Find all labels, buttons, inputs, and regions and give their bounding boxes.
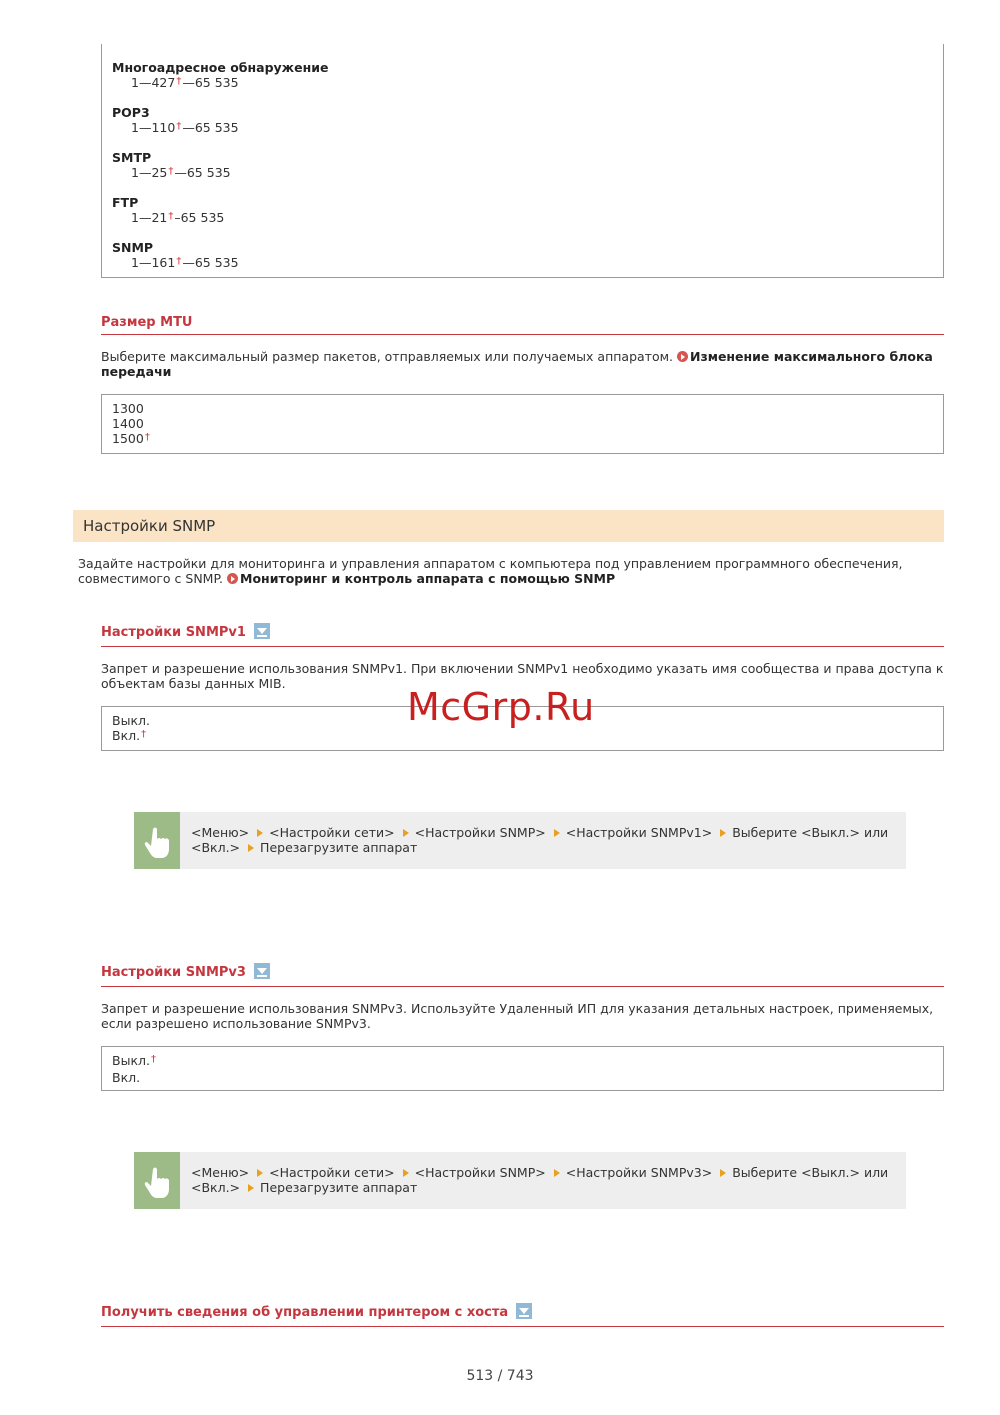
snmpv3-option-off: Выкл.† <box>112 1053 156 1068</box>
port-range-end: —65 535 <box>182 120 239 135</box>
snmp-description <box>78 556 944 586</box>
link-arrow-icon <box>677 351 688 362</box>
snmpv3-operation-box <box>134 1152 906 1209</box>
step-arrow-icon <box>248 844 254 852</box>
snmpv1-operation-box <box>134 812 906 869</box>
hand-pointer-icon <box>134 812 180 869</box>
port-name: POP3 <box>112 105 150 120</box>
snmpv3-description: Запрет и разрешение использования SNMPv3. Используйте Удаленный ИП для указания детальных настроек, применяемых, если разрешено использование SNMPv3. <box>101 1001 934 1031</box>
snmpv3-option-on: Вкл. <box>112 1070 141 1085</box>
snmp-header <box>73 510 944 542</box>
port-item-multicast <box>112 60 328 92</box>
step-arrow-icon <box>720 1169 726 1177</box>
port-range-end: —65 535 <box>182 255 239 270</box>
port-range-start: 1—21 <box>131 210 168 225</box>
mtu-option-1300: 1300 <box>112 401 144 416</box>
expand-icon[interactable] <box>516 1303 532 1319</box>
step-arrow-icon <box>257 1169 263 1177</box>
snmpv3-operation-steps: <Меню> <Настройки сети> <Настройки SNMP> <Настройки SNMPv3> Выберите <Выкл.> или <Вкл.> Перезагрузите аппарат <box>191 1165 889 1195</box>
watermark: McGrp.Ru <box>407 685 595 729</box>
port-range-end: –65 535 <box>174 210 225 225</box>
port-name: FTP <box>112 195 139 210</box>
step-arrow-icon <box>554 829 560 837</box>
snmp-header-title: Настройки SNMP <box>83 517 216 535</box>
ports-box <box>101 44 944 278</box>
mtu-link[interactable]: Изменение максимального блока <box>690 349 933 364</box>
port-item-smtp <box>112 150 231 182</box>
mtu-rule <box>101 334 944 335</box>
step-arrow-icon <box>257 829 263 837</box>
mtu-option-1400: 1400 <box>112 416 144 431</box>
snmpv3-title[interactable]: Настройки SNMPv3 <box>101 963 270 980</box>
port-range-end: —65 535 <box>182 75 239 90</box>
mtu-link-cont[interactable]: передачи <box>101 364 172 379</box>
snmpv3-options-box <box>101 1046 944 1091</box>
default-marker: † <box>168 166 174 177</box>
mtu-option-1500: 1500† <box>112 431 150 446</box>
snmpv1-option-off: Выкл. <box>112 713 150 728</box>
snmpv1-option-on: Вкл.† <box>112 728 147 743</box>
mtu-title: Размер MTU <box>101 315 193 330</box>
port-item-pop3 <box>112 105 239 137</box>
snmpv1-operation-steps: <Меню> <Настройки сети> <Настройки SNMP> <Настройки SNMPv1> Выберите <Выкл.> или <Вкл.> Перезагрузите аппарат <box>191 825 889 855</box>
port-range-start: 1—427 <box>131 75 176 90</box>
link-arrow-icon <box>227 573 238 584</box>
host-title[interactable]: Получить сведения об управлении принтером с хоста <box>101 1303 532 1320</box>
default-marker: † <box>168 211 174 222</box>
default-marker: † <box>141 729 147 740</box>
port-range-start: 1—110 <box>131 120 176 135</box>
port-range-start: 1—25 <box>131 165 168 180</box>
host-rule <box>101 1326 944 1327</box>
mtu-desc-text: Выберите максимальный размер пакетов, отправляемых или получаемых аппаратом. <box>101 349 674 364</box>
snmpv1-description: Запрет и разрешение использования SNMPv1. При включении SNMPv1 необходимо указать имя сообщества и права доступа к объектам базы данных MIB. <box>101 661 944 691</box>
port-name: SMTP <box>112 150 152 165</box>
default-marker: † <box>176 121 182 132</box>
mtu-description <box>101 349 944 379</box>
expand-icon[interactable] <box>254 623 270 639</box>
step-arrow-icon <box>403 1169 409 1177</box>
expand-icon[interactable] <box>254 963 270 979</box>
step-arrow-icon <box>554 1169 560 1177</box>
default-marker: † <box>176 76 182 87</box>
default-marker: † <box>144 432 150 443</box>
snmp-desc-line1: Задайте настройки для мониторинга и управления аппаратом с компьютера под управлением программного обеспечения, <box>78 556 903 571</box>
step-arrow-icon <box>403 829 409 837</box>
snmpv1-title[interactable]: Настройки SNMPv1 <box>101 623 270 640</box>
snmpv1-rule <box>101 646 944 647</box>
port-range-start: 1—161 <box>131 255 176 270</box>
default-marker: † <box>176 256 182 267</box>
port-range-end: —65 535 <box>174 165 231 180</box>
step-arrow-icon <box>248 1184 254 1192</box>
page-number: 513 / 743 <box>466 1368 534 1384</box>
step-arrow-icon <box>720 829 726 837</box>
mtu-options-box <box>101 394 944 454</box>
default-marker: † <box>150 1054 156 1065</box>
port-name: SNMP <box>112 240 154 255</box>
port-item-snmp <box>112 240 239 272</box>
port-item-ftp <box>112 195 224 227</box>
port-name: Многоадресное обнаружение <box>112 60 329 75</box>
snmp-link[interactable]: Мониторинг и контроль аппарата с помощью SNMP <box>240 571 616 586</box>
snmpv3-rule <box>101 986 944 987</box>
snmp-desc-line2: совместимого с SNMP. <box>78 571 224 586</box>
hand-pointer-icon <box>134 1152 180 1209</box>
